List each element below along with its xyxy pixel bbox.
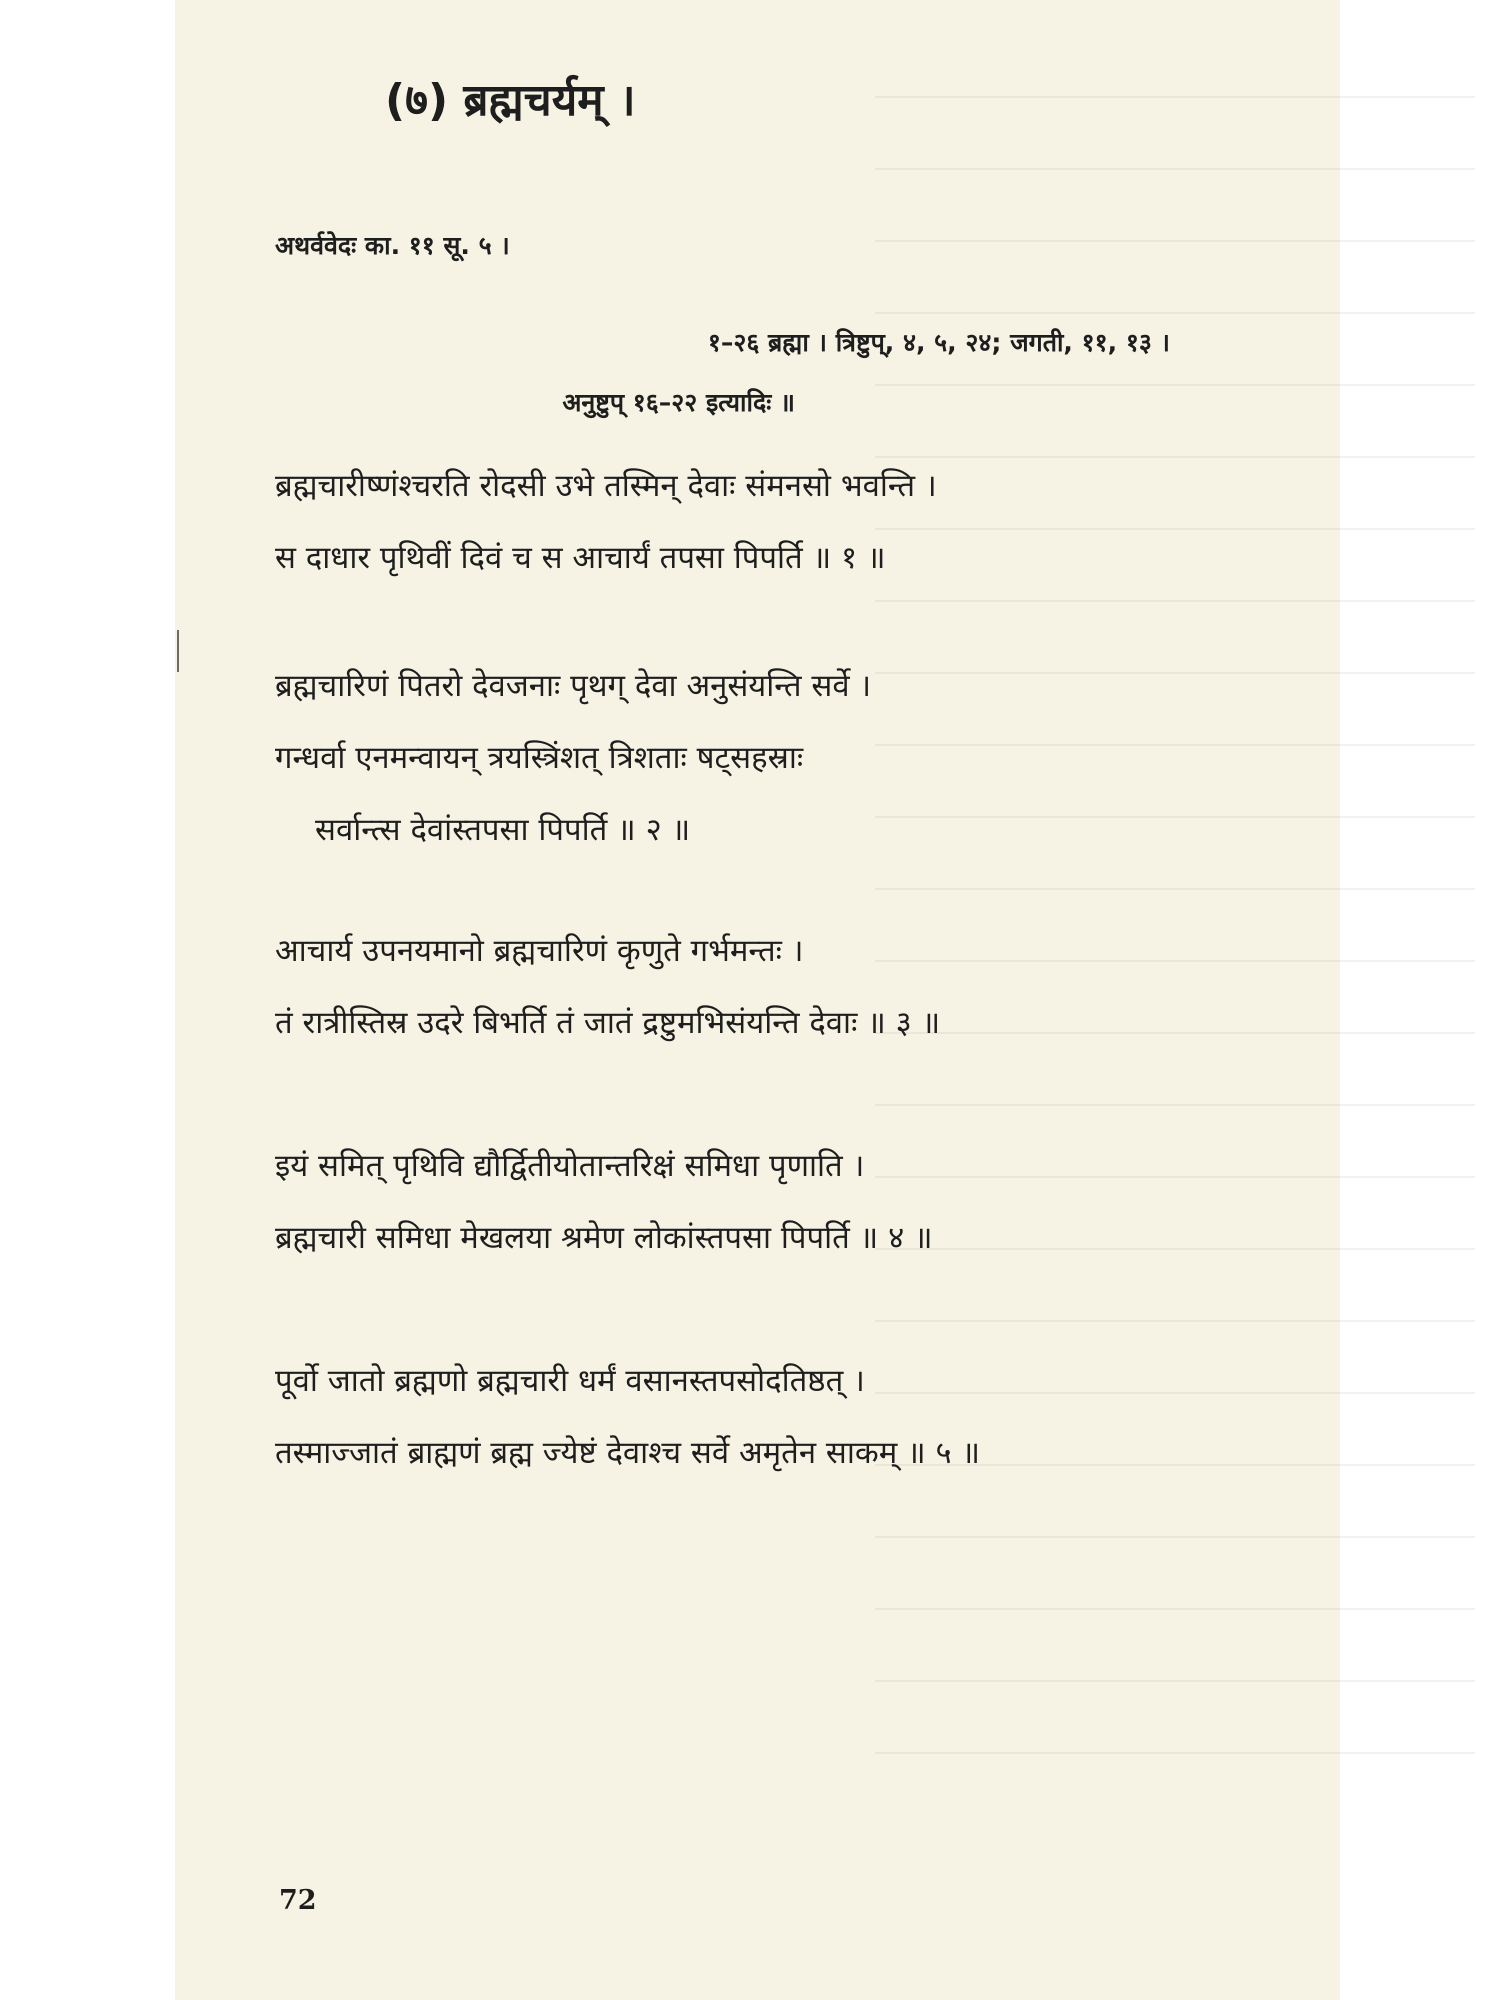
verse-2 [275, 650, 1275, 866]
show-through-texture [875, 60, 1475, 1760]
verse-line: स दाधार पृथिवीं दिवं च स आचार्यं तपसा पिपर्ति ॥ १ ॥ [275, 540, 886, 576]
page-edge-mark [177, 630, 179, 672]
verse-4 [275, 1130, 1275, 1274]
metre-info-line-2: अनुष्टुप् १६–२२ इत्यादिः ॥ [562, 388, 795, 417]
verse-line: तस्माज्जातं ब्राह्मणं ब्रह्म ज्येष्टं देवाश्च सर्वे अमृतेन साकम् ॥ ५ ॥ [275, 1435, 981, 1471]
verse-1 [275, 450, 1275, 594]
verse-line: आचार्य उपनयमानो ब्रह्मचारिणं कृणुते गर्भमन्तः । [275, 933, 804, 969]
verse-line: गन्धर्वा एनमन्वायन् त्रयस्त्रिंशत् त्रिशताः षट्सहस्राः [275, 740, 804, 776]
verse-3 [275, 915, 1275, 1059]
page-number: 72 [279, 1885, 317, 1916]
verse-line: पूर्वो जातो ब्रह्मणो ब्रह्मचारी धर्मं वसानस्तपसोदतिष्ठत् । [275, 1363, 865, 1399]
section-title: (७) ब्रह्मचर्यम् । [385, 75, 636, 126]
verse-line: इयं समित् पृथिवि द्यौर्द्वितीयोतान्तरिक्षं समिधा पृणाति । [275, 1148, 865, 1184]
verse-line: ब्रह्मचारीष्णंश्चरति रोदसी उभे तस्मिन् देवाः संमनसो भवन्ति । [275, 468, 937, 504]
verse-line: ब्रह्मचारी समिधा मेखलया श्रमेण लोकांस्तपसा पिपर्ति ॥ ४ ॥ [275, 1220, 933, 1256]
verse-5 [275, 1345, 1275, 1489]
verse-line: सर्वान्त्स देवांस्तपसा पिपर्ति ॥ २ ॥ [315, 812, 691, 848]
metre-info-line-1: १–२६ ब्रह्मा । त्रिष्टुप्, ४, ५, २४; जगती, ११, १३ । [707, 328, 1170, 357]
verse-line: तं रात्रीस्तिस्र उदरे बिभर्ति तं जातं द्रष्टुमभिसंयन्ति देवाः ॥ ३ ॥ [275, 1005, 941, 1041]
book-page [175, 0, 1340, 2000]
verse-line: ब्रह्मचारिणं पितरो देवजनाः पृथग् देवा अनुसंयन्ति सर्वे । [275, 668, 872, 704]
source-reference: अथर्ववेदः का. ११ सू. ५ । [275, 231, 510, 260]
